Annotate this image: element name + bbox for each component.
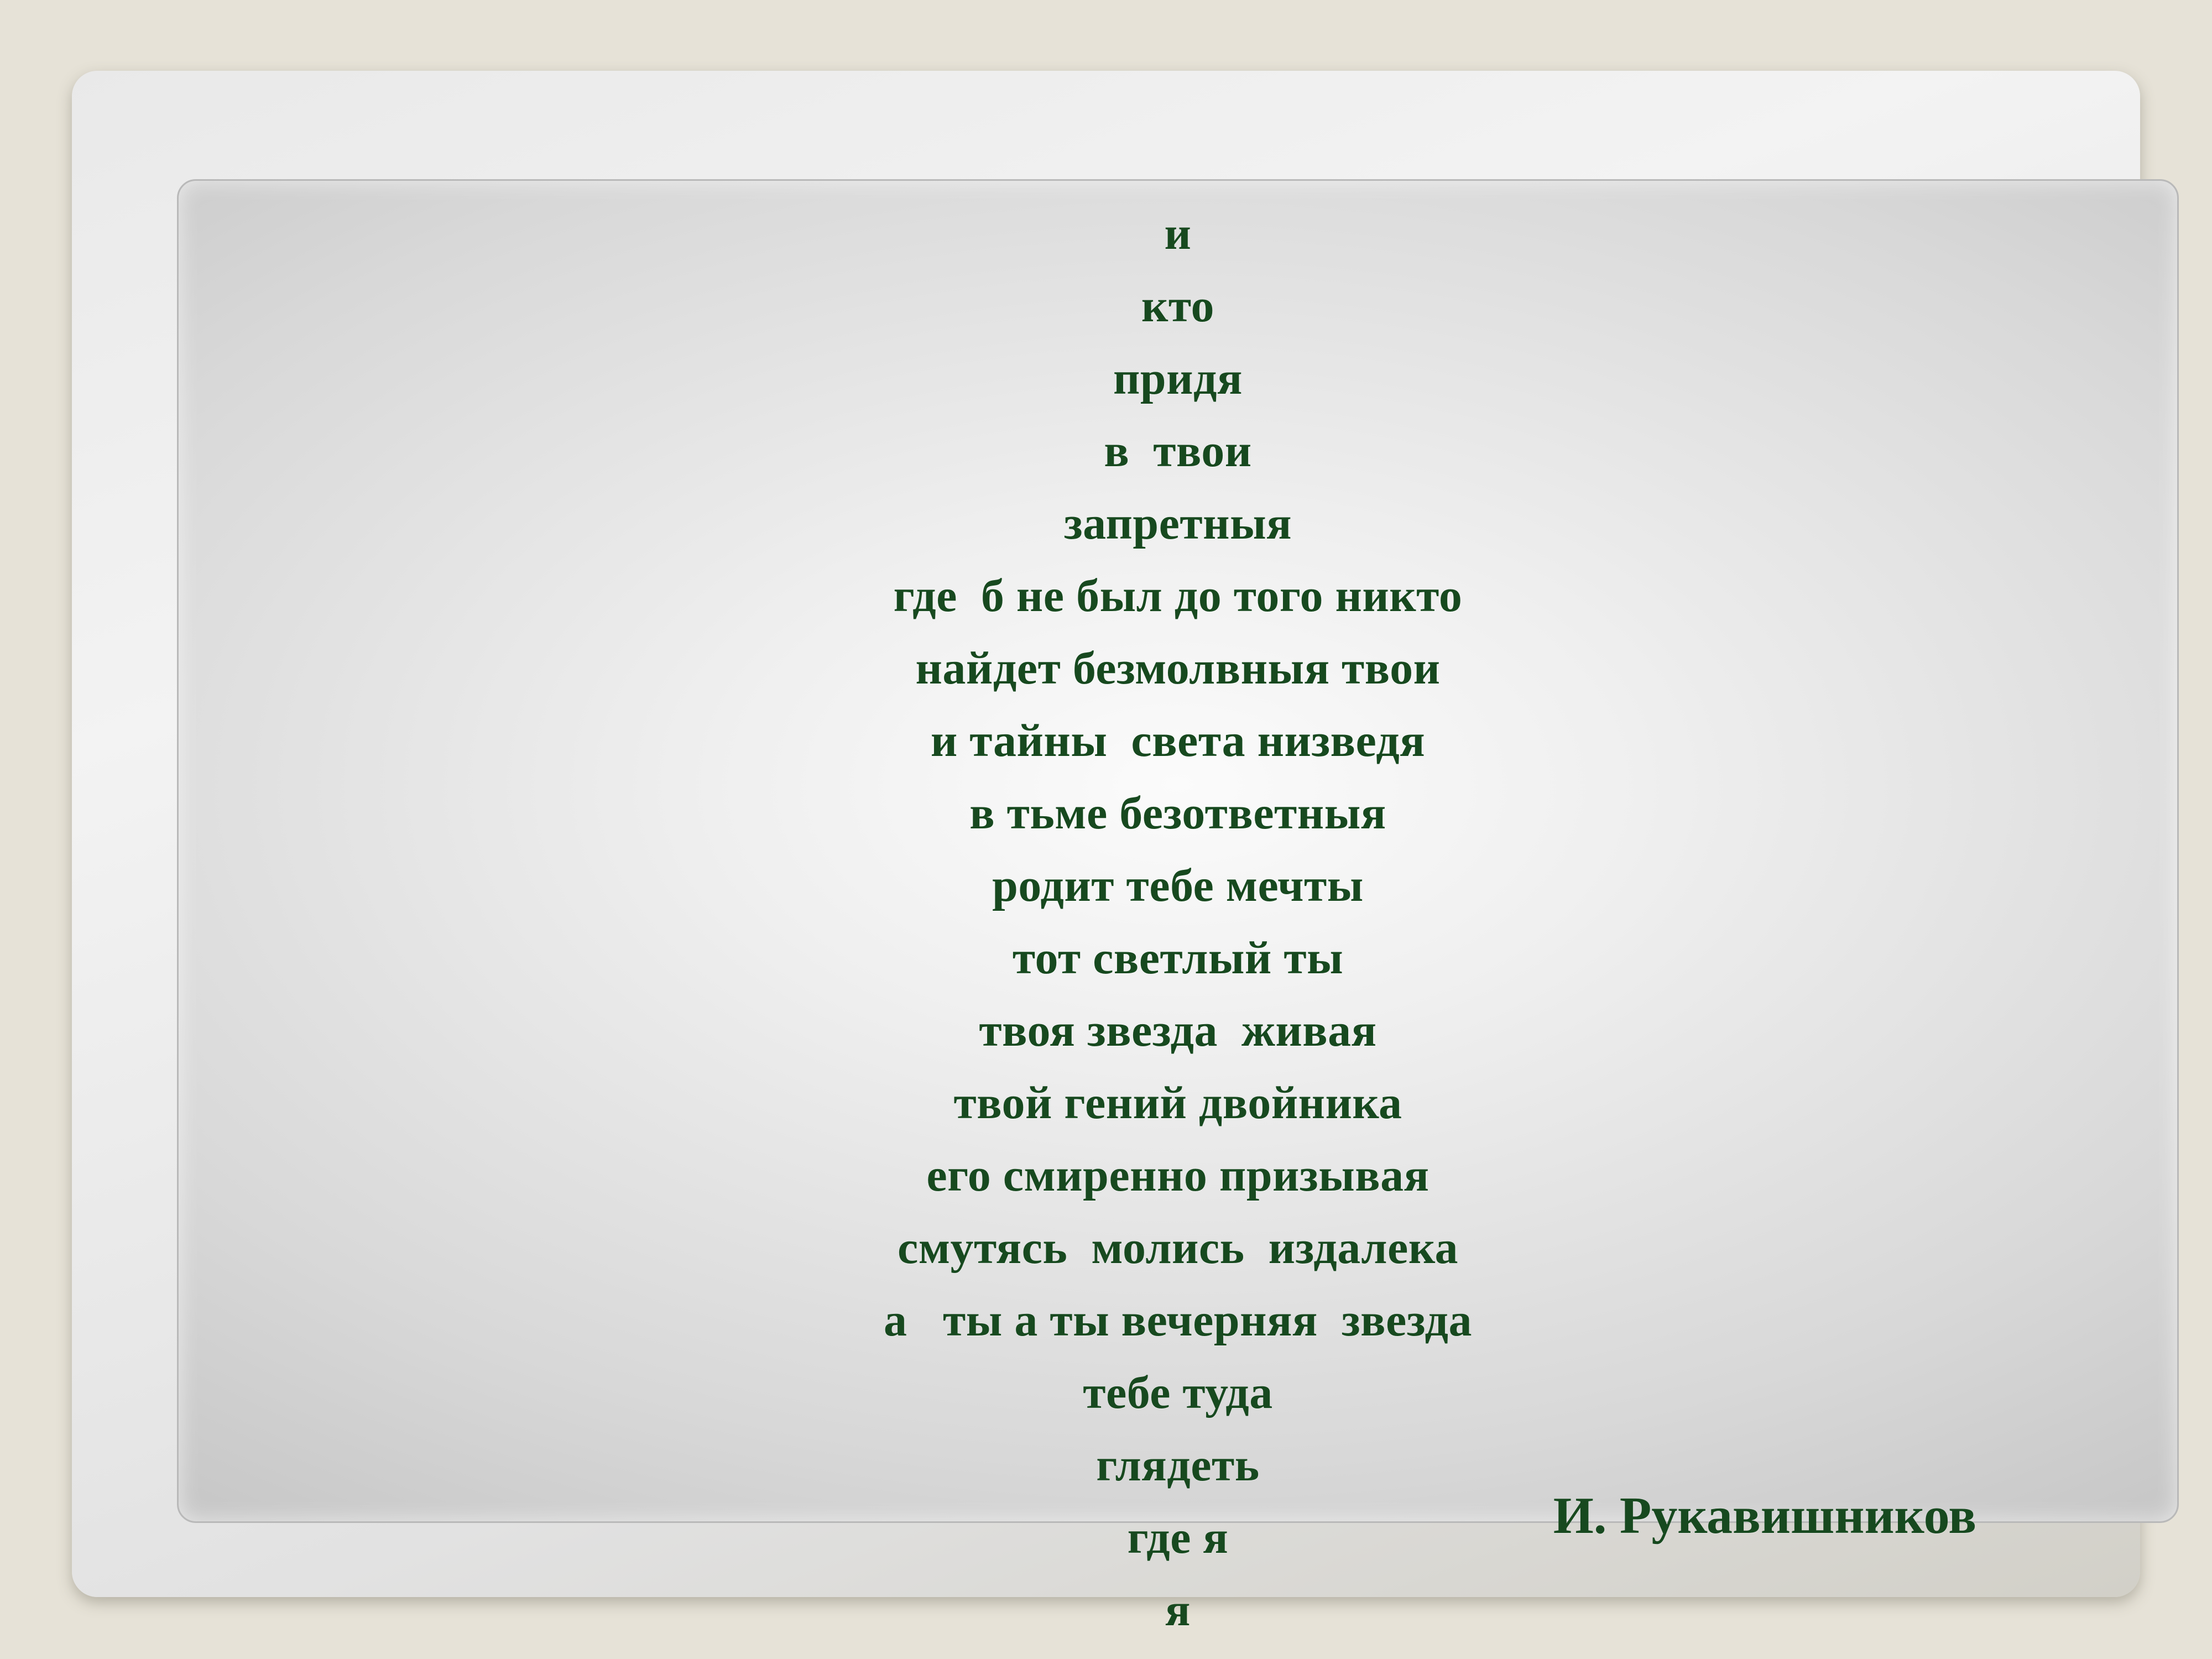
poem-line: глядеть: [1096, 1439, 1260, 1491]
author-attribution: И. Рукавишников: [1553, 1487, 1976, 1545]
poem-text-block: [179, 197, 2177, 1646]
poem-line: запретныя: [1063, 498, 1292, 549]
poem-line: в твои: [1104, 425, 1252, 477]
poem-line: и: [1164, 208, 1192, 259]
poem-line: где б не был до того никто: [893, 570, 1463, 622]
poem-line: кто: [1141, 280, 1215, 332]
poem-line: придя: [1113, 353, 1243, 404]
poem-line: твой гений двойника: [953, 1077, 1402, 1129]
poem-line: найдет безмолвныя твои: [915, 643, 1441, 694]
poem-line: и тайны света низведя: [930, 715, 1426, 766]
poem-line: в тьме безответныя: [969, 787, 1386, 839]
slide-content-box: [177, 179, 2179, 1636]
poem-line: где я: [1127, 1512, 1229, 1563]
poem-line: родит тебе мечты: [992, 860, 1364, 911]
poem-line: смутясь молись издалека: [898, 1222, 1458, 1274]
slide-frame: [72, 71, 2140, 1636]
poem-line: тебе туда: [1083, 1367, 1273, 1418]
poem-line: тот светлый ты: [1012, 932, 1344, 984]
poem-line: а ты а ты вечерняя звезда: [883, 1295, 1473, 1346]
poem-line: я: [1165, 1584, 1191, 1636]
poem-line: его смиренно призывая: [926, 1150, 1430, 1201]
poem-line: твоя звезда живая: [979, 1005, 1377, 1056]
